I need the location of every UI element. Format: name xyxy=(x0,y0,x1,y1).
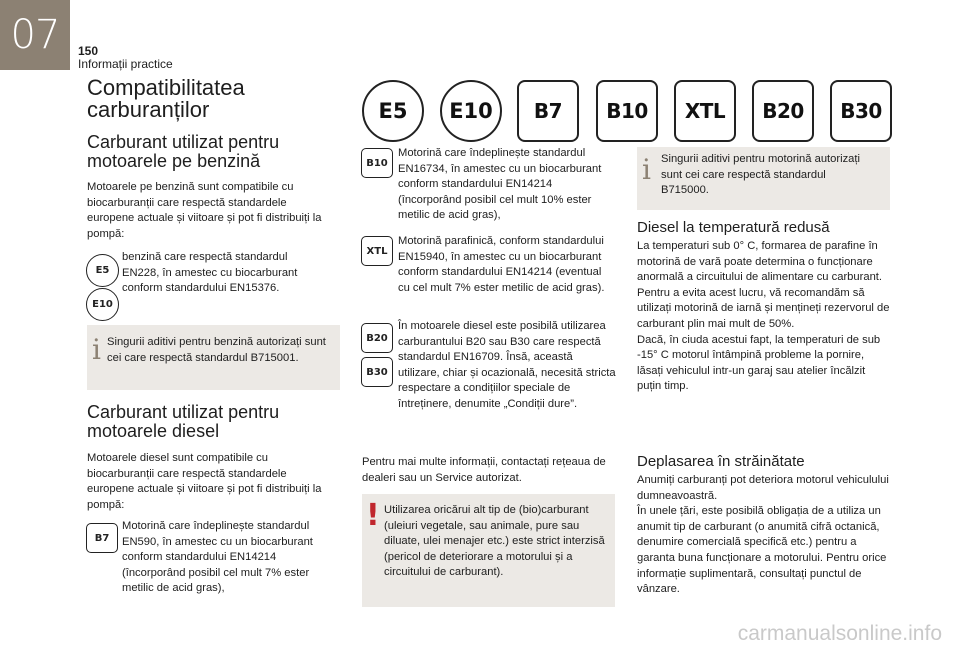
fuel-badge-e5: E5 xyxy=(362,80,424,142)
e10-badge: E10 xyxy=(86,288,119,321)
more-info-text: Pentru mai multe informații, contactați rețeaua de dealeri sau un Service autorizat. xyxy=(362,456,606,484)
abroad-text: Anumiți carburanți pot deteriora motorul vehiculului dumneavoastră. În unele țări, este posibilă obligația de a utiliza un anumit tip de carburant (o anumită cifră octanică, denumire comercială specifică etc.) pentru a garanta buna funcționare a motorului. Pentru orice informație suplimentară, consultați punctul de vânzare. xyxy=(637,474,889,596)
page-title: Compatibilitatea carburanților xyxy=(87,75,245,122)
section-name: Informații practice xyxy=(78,57,173,71)
abroad-heading: Deplasarea în străinătate xyxy=(637,453,805,470)
b10-badge: B10 xyxy=(361,148,393,178)
b7-badge: B7 xyxy=(86,523,118,553)
b20-badge: B20 xyxy=(361,323,393,353)
petrol-note-text: Singurii aditivi pentru benzină autorizați sunt cei care respectă standardul B715001. xyxy=(107,336,326,364)
xtl-badge: XTL xyxy=(361,236,393,266)
warning-box xyxy=(362,494,615,607)
info-icon: i xyxy=(92,333,101,366)
petrol-intro: Motoarele pe benzină sunt compatibile cu biocarburanții care respectă standardele europene actuale și viitoare și pot fi distribuiți la pompă: xyxy=(87,181,322,240)
diesel-additive-note xyxy=(637,147,890,210)
diesel-item-text: Motorină care îndeplinește standardul EN590, în amestec cu un biocarburant conform standardului EN14214 (încorporând posibil cel mult 7% ester metilic de acid gras), xyxy=(122,520,313,595)
fuel-badge-b10: B10 xyxy=(596,80,658,142)
cold-heading: Diesel la temperatură redusă xyxy=(637,219,830,236)
diesel-intro: Motoarele diesel sunt compatibile cu biocarburanții care respectă standardele europene actuale și viitoare și pot fi distribuiți la pompă: xyxy=(87,452,322,511)
petrol-item-text: benzină care respectă standardul EN228, în amestec cu biocarburant conform standardului EN15376. xyxy=(122,251,298,295)
diesel-note-text: Singurii aditivi pentru motorină autorizați sunt cei care respectă standardul B715000. xyxy=(661,153,860,197)
fuel-badge-b7: B7 xyxy=(517,80,579,142)
fuel-badge-b30: B30 xyxy=(830,80,892,142)
xtl-item-text: Motorină parafinică, conform standardului EN15940, în amestec cu un biocarburant conform standardului EN14214 (eventual cu cel mult 7% ester metilic de acid gras). xyxy=(398,235,605,294)
fuel-badge-xtl: XTL xyxy=(674,80,736,142)
petrol-heading: Carburant utilizat pentru motoarele pe benzină xyxy=(87,132,280,171)
page-number: 150 xyxy=(78,44,99,58)
petrol-additive-note xyxy=(87,325,340,390)
fuel-badge-e10: E10 xyxy=(440,80,502,142)
warning-icon: ! xyxy=(366,498,380,533)
b20-b30-item-text: În motoarele diesel este posibilă utilizarea carburantului B20 sau B30 care respectă standardul EN16709. Însă, această utilizare, chiar și ocazională, necesită stricta respectare a condițiilor speciale de întreținere, denumite „Condiții dure”. xyxy=(398,320,616,410)
cold-text: La temperaturi sub 0° C, formarea de parafine în motorină de vară poate determina o funcționare anormală a circuitului de alimentare cu carburant. Pentru a evita acest lucru, vă recomandăm să utilizați motorină de iarnă și mențineți rezervorul de carburant plin mai mult de 50%. Dacă, în ciuda acestui fapt, la temperaturi de sub -15° C motorul întâmpină probleme la pornire, lăsați vehiculul intr-un garaj sau atelier încălzit puțin timp. xyxy=(637,240,890,393)
info-icon: i xyxy=(642,153,651,186)
b10-item-text: Motorină care îndeplinește standardul EN16734, în amestec cu un biocarburant conform standardului EN14214 (încorporând posibil cel mult 10% ester metilic de acid gras), xyxy=(398,147,602,222)
fuel-badge-b20: B20 xyxy=(752,80,814,142)
watermark: carmanualsonline.info xyxy=(737,622,942,645)
chapter-number: 07 xyxy=(0,0,70,70)
warning-text: Utilizarea oricărui alt tip de (bio)carburant (uleiuri vegetale, sau animale, pure sau diluate, ulei menajer etc.) este strict interzisă (pericol de deteriorare a motorului și a circuitului de carburant). xyxy=(384,504,605,579)
diesel-heading: Carburant utilizat pentru motoarele diesel xyxy=(87,402,280,441)
e5-badge: E5 xyxy=(86,254,119,287)
b30-badge: B30 xyxy=(361,357,393,387)
